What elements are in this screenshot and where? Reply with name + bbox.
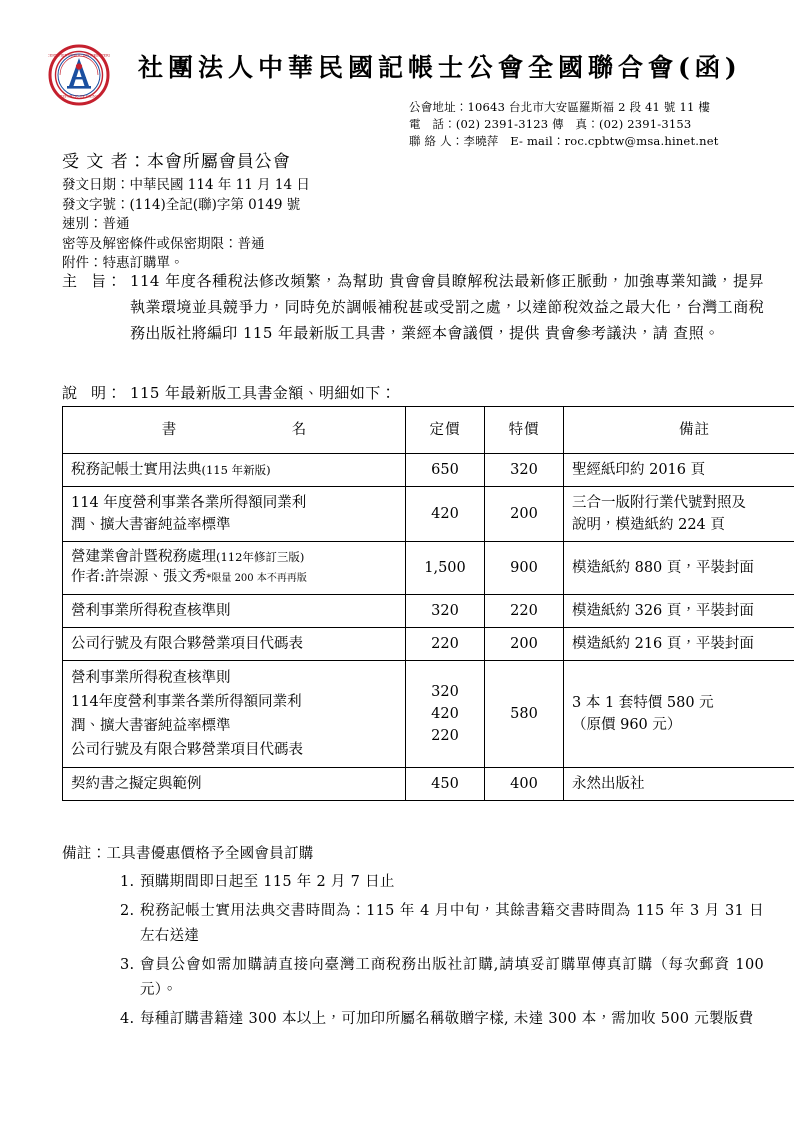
cell-bundle-note (564, 661, 794, 768)
cell-book-name: 公司行號及有限合夥營業項目代碼表 (63, 628, 406, 661)
subject-block (62, 268, 764, 346)
association-seal-icon (48, 44, 110, 106)
document-header-fields (62, 150, 522, 274)
cell-bundle-sale-price: 580 (485, 661, 564, 768)
cell-note: 模造紙約 326 頁，平裝封面 (564, 595, 794, 628)
book-title: 稅務記帳士實用法典 (71, 462, 202, 478)
cell-sale-price: 200 (485, 628, 564, 661)
cell-list-price: 320 (406, 595, 485, 628)
secrecy-row (62, 235, 522, 255)
book-title-line2: 潤、擴大書審純益率標準 (71, 517, 231, 533)
cell-note (564, 487, 794, 542)
speed-value: 普通 (102, 216, 130, 232)
header-list-price: 定價 (406, 407, 485, 454)
bundle-item: 潤、擴大書審純益率標準 (71, 718, 231, 734)
attachment-label: 附件： (62, 255, 103, 271)
header-book-name: 書 名 (63, 407, 406, 454)
phone-line (409, 116, 769, 133)
secrecy-value: 普通 (237, 235, 265, 252)
cell-bundle-names (63, 661, 406, 768)
organization-title: 社團法人中華民國記帳士公會全國聯合會(函) (138, 53, 742, 82)
bundle-note-line2: （原價 960 元） (572, 717, 682, 733)
svg-text:CERTIFIED PUBLIC BOOKKEEPERS: CERTIFIED PUBLIC BOOKKEEPERS (48, 53, 110, 58)
phone-value: (02) 2391-3123 (455, 117, 549, 131)
address-label: 公會地址： (409, 100, 468, 114)
bundle-price: 420 (431, 706, 459, 722)
book-author: 作者:許崇源、張文秀 (71, 569, 207, 585)
book-title: 營建業會計暨稅務處理 (71, 549, 216, 565)
list-item: 預購期間即日起至 115 年 2 月 7 日止 (140, 874, 395, 890)
price-table (62, 406, 794, 801)
bundle-item: 營利事業所得稅查核準則 (71, 670, 231, 686)
price-table-body (63, 454, 794, 801)
book-title-annotation: (115 年新版) (201, 463, 271, 477)
recipient-label: 受 文 者： (62, 152, 147, 172)
description-text: 115 年最新版工具書金額、明細如下： (130, 384, 396, 402)
table-row (63, 542, 794, 595)
table-row (63, 628, 794, 661)
cell-book-name: 營利事業所得稅查核準則 (63, 595, 406, 628)
remarks-list (62, 870, 764, 1032)
description-label: 說明： (62, 384, 122, 402)
bundle-note-line1: 3 本 1 套特價 580 元 (572, 695, 714, 711)
bundle-item: 114年度營利事業各業所得額同業利 (71, 694, 302, 710)
note-line2: 說明，模造紙約 224 頁 (572, 517, 725, 533)
cell-book-name: 契約書之擬定與範例 (63, 768, 406, 801)
subject-label: 主旨： (62, 272, 122, 290)
issue-date-label: 發文日期： (62, 177, 130, 193)
header-note: 備註 (564, 407, 794, 454)
book-title-wrap (71, 547, 397, 567)
book-author-wrap (71, 567, 397, 589)
issue-date-row (62, 176, 522, 196)
subject-text: 114 年度各種稅法修改頻繁，為幫助 貴會會員瞭解稅法最新修正脈動，加強專業知識，提昇執業環境並具競爭力，同時免於調帳補稅甚或受罰之處，以達節稅效益之最大化，台灣工商稅務出版社將編印 115 年最新版工具書，業經本會議價，提供 貴會參考議決，請 查照。 (130, 272, 764, 342)
cell-list-price: 220 (406, 628, 485, 661)
recipient-row (62, 150, 522, 175)
cell-list-price: 650 (406, 454, 485, 487)
list-item: 每種訂購書籍達 300 本以上，可加印所屬名稱敬贈字樣, 未達 300 本，需加收 500 元製版費 (140, 1011, 754, 1027)
address-value: 10643 台北市大安區羅斯福 2 段 41 號 11 樓 (467, 100, 711, 114)
cell-list-price: 1,500 (406, 542, 485, 595)
phone-label: 電 話： (409, 117, 456, 131)
table-row (63, 454, 794, 487)
cell-book-name (63, 454, 406, 487)
speed-row (62, 215, 522, 235)
table-header-row (63, 407, 794, 454)
cell-list-price: 450 (406, 768, 485, 801)
person-line (409, 133, 769, 150)
table-row-bundle (63, 661, 794, 768)
cell-note: 模造紙約 880 頁，平裝封面 (564, 542, 794, 595)
cell-note: 聖經紙印約 2016 頁 (564, 454, 794, 487)
book-title-annotation: (112年修訂三版) (216, 550, 305, 564)
document-number-row (62, 196, 522, 216)
header-sale-price: 特價 (485, 407, 564, 454)
issue-date-value: 中華民國 114 年 11 月 14 日 (129, 177, 310, 193)
list-item: 稅務記帳士實用法典交書時間為：115 年 4 月中旬，其餘書籍交書時間為 115 年 3 月 31 日左右送達 (140, 903, 764, 944)
cell-bundle-list-prices (406, 661, 485, 768)
price-table-head (63, 407, 794, 454)
cell-sale-price: 200 (485, 487, 564, 542)
speed-label: 速別： (62, 216, 103, 232)
list-item: 會員公會如需加購請直接向臺灣工商稅務出版社訂購,請填妥訂購單傳真訂購（每次郵資 100 元）。 (140, 957, 764, 998)
bundle-price: 220 (431, 728, 459, 744)
bundle-price: 320 (431, 684, 459, 700)
fax-value: (02) 2391-3153 (598, 117, 692, 131)
secrecy-label: 密等及解密條件或保密期限： (62, 235, 238, 252)
cell-sale-price: 320 (485, 454, 564, 487)
table-row (63, 487, 794, 542)
cell-book-name (63, 487, 406, 542)
table-row (63, 595, 794, 628)
email-label: E- mail： (510, 134, 565, 148)
attachment-value: 特惠訂購單。 (102, 255, 184, 271)
cell-sale-price: 220 (485, 595, 564, 628)
fax-label: 傳 真： (552, 117, 599, 131)
cell-note: 模造紙約 216 頁，平裝封面 (564, 628, 794, 661)
document-number-label: 發文字號： (62, 196, 130, 213)
svg-text:REPUBLIC OF CHINA: REPUBLIC OF CHINA (59, 94, 99, 99)
book-limited-note: *限量 200 本不再再版 (206, 573, 307, 584)
address-line (409, 99, 769, 116)
recipient-value: 本會所屬會員公會 (146, 152, 291, 172)
remarks-section (62, 842, 764, 1036)
cell-sale-price: 400 (485, 768, 564, 801)
contact-person-value: 李曉萍 (463, 134, 499, 148)
bundle-item: 公司行號及有限合夥營業項目代碼表 (71, 742, 303, 758)
email-value: roc.cpbtw@msa.hinet.net (564, 134, 719, 148)
book-title: 114 年度營利事業各業所得額同業利 (71, 495, 307, 511)
table-row (63, 768, 794, 801)
contact-person-label: 聯 絡 人： (409, 134, 464, 148)
cell-book-name (63, 542, 406, 595)
cell-note: 永然出版社 (564, 768, 794, 801)
document-number-value: (114)全記(聯)字第 0149 號 (129, 196, 301, 213)
cell-sale-price: 900 (485, 542, 564, 595)
remarks-title: 備註：工具書優惠價格予全國會員訂購 (62, 846, 314, 862)
cell-list-price: 420 (406, 487, 485, 542)
note-line1: 三合一版附行業代號對照及 (572, 495, 746, 511)
contact-details (409, 99, 769, 150)
description-block (62, 380, 764, 406)
